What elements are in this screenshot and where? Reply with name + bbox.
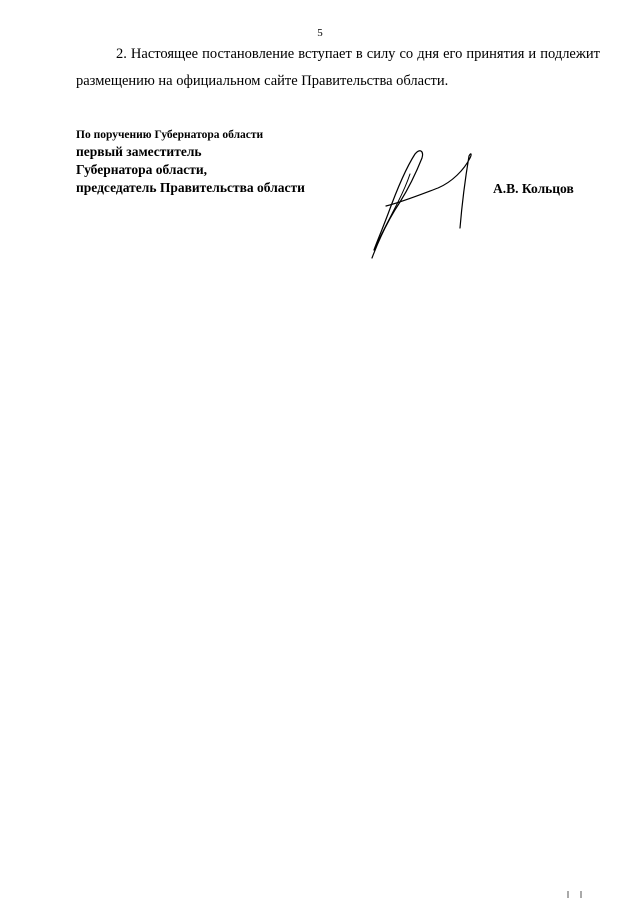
signer-name: А.В. Кольцов — [493, 181, 574, 196]
page-number: 5 — [317, 27, 323, 39]
signature-block — [76, 128, 376, 197]
body-paragraph: 2. Настоящее постановление вступает в силу со дня его принятия и подлежит размещению на официальном сайте Правительства области. — [76, 46, 600, 89]
signature-position-line-2: Губернатора области, — [76, 162, 207, 177]
corner-scan-mark — [564, 889, 586, 899]
signature-position-line-1: первый заместитель — [76, 144, 202, 159]
signature-authority-line: По поручению Губернатора области — [76, 129, 264, 141]
signature-position-line-3: председатель Правительства области — [76, 180, 305, 195]
handwritten-signature — [362, 144, 487, 262]
